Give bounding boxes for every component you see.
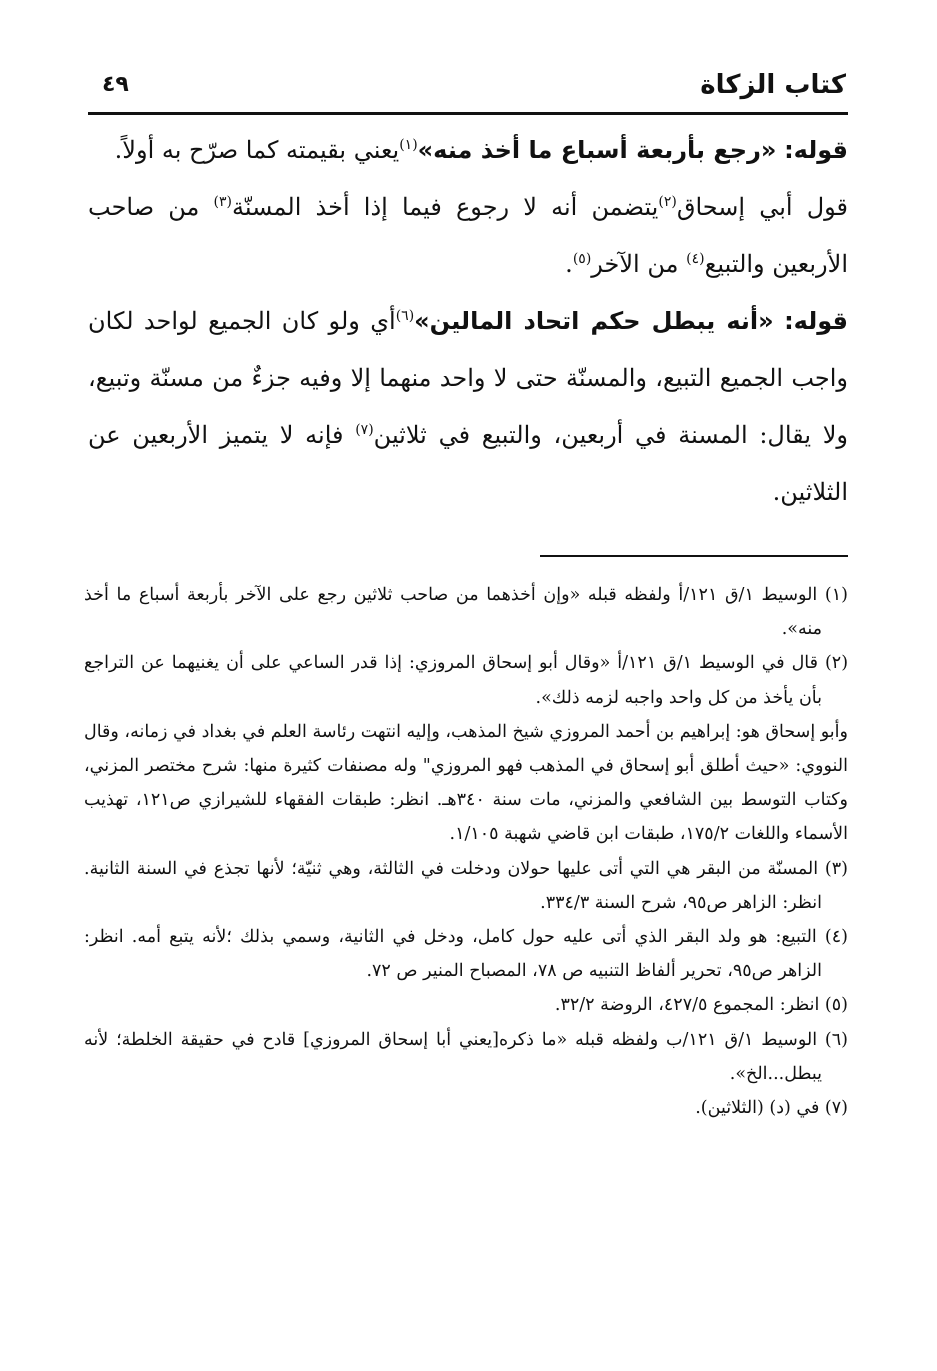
paragraph-2-quote: «أنه يبطل حكم اتحاد المالين» [414, 307, 774, 335]
footnote-2-continuation: وأبو إسحاق هو: إبراهيم بن أحمد المروزي شيخ المذهب، وإليه انتهت رئاسة العلم في بغداد في زمانه، وقال النووي: «حيث أطلق أبو إسحاق في المذهب فهو المروزي" وله مصنفات كثيرة منها: شرح مختصر المزني، وكتاب التوسط بين الشافعي والمزني، مات سنة ٣٤٠هـ. انظر: طبقات الفقهاء للشيرازي ص١٢١، تهذيب الأسماء واللغات ١٧٥/٢، طبقات ابن قاضي شهبة ١/١٠٥. [84, 721, 849, 845]
paragraph-1-label: قوله: [784, 136, 848, 164]
footnote-ref-1: (١) [399, 137, 418, 153]
paragraph-2-text-a: أي ولو كان الجميع لواحد لكان واجب الجميع التبيع، والمسنّة حتى لا واحد منهما إلا وفيه جزءٌ من مسنّة وتبيع، ولا يقال: المسنة في أربعين، والتبيع في ثلاثين [88, 307, 848, 449]
footnote-4: (٤) التبيع: هو ولد البقر الذي أتى عليه حول كامل، ودخل في الثانية، وسمي بذلك ؛لأنه يتبع أمه. انظر: الزاهر ص٩٥، تحرير ألفاظ التنبيه ص ٧٨، المصباح المنير ص ٧٢. [84, 927, 848, 982]
header-rule [88, 112, 848, 115]
footnote-ref-2: (٢) [658, 194, 677, 210]
footnote-7: (٧) في (د) (الثلاثين). [695, 1098, 848, 1119]
main-text [88, 122, 848, 521]
paragraph-1-quote: «رجع بأربعة أسباع ما أخذ منه» [417, 136, 777, 164]
paragraph-1-text-e: من الآخر [591, 250, 679, 278]
paragraph-1-text-d: من صاحب الأربعين والتبيع [88, 193, 848, 278]
paragraph-1-text-f: . [565, 250, 573, 278]
paragraph-1-text-b: قول أبي إسحاق [676, 193, 849, 221]
footnote-ref-6: (٦) [395, 308, 415, 324]
page-header [90, 68, 846, 108]
paragraph-1-text-c: يتضمن أنه لا رجوع فيما إذا أخذ المسنّة [232, 193, 659, 221]
running-title: كتاب الزكاة [700, 70, 846, 100]
footnote-2: (٢) قال في الوسيط ١/ق ١٢١/أ «وقال أبو إسحاق المروزي: إذا قدر الساعي على أن يغنيهما عن التراجع بأن يأخذ من كل واحد واجبه لزمه ذلك». [84, 653, 849, 708]
page-number: ٤٩ [102, 72, 129, 97]
footnote-1: (١) الوسيط ١/ق ١٢١/أ ولفظه قبله «وإن أخذهما من صاحب ثلاثين رجع على الآخر بأربعة أسباع ما أخذ منه». [84, 585, 848, 640]
paragraph-2-label: قوله: [784, 307, 848, 335]
paragraph-2 [88, 293, 848, 521]
footnotes [84, 578, 848, 1125]
paragraph-1 [88, 122, 848, 293]
footnote-separator [540, 555, 848, 557]
footnote-ref-5: (٥) [572, 251, 592, 267]
footnote-ref-3: (٣) [213, 194, 232, 210]
footnote-5: (٥) انظر: المجموع ٤٢٧/٥، الروضة ٣٢/٢. [554, 995, 848, 1016]
footnote-3: (٣) المسنّة من البقر هي التي أتى عليها حولان ودخلت في الثالثة، وهي ثنيّة؛ لأنها تجذع في السنة الثانية. انظر: الزاهر ص٩٥، شرح السنة ٣٣٤/٣. [84, 858, 848, 913]
paragraph-1-text-a: يعني بقيمته كما صرّح به أولاً. [114, 136, 400, 164]
footnote-6: (٦) الوسيط ١/ق ١٢١/ب ولفظه قبله «ما ذكره[يعني أبا إسحاق المروزي] قادح في حقيقة الخلطة؛ لأنه يبطل...الخ». [84, 1029, 848, 1084]
footnote-ref-7: (٧) [355, 422, 374, 438]
footnote-ref-4: (٤) [686, 251, 705, 267]
paragraph-2-text-b: فإنه لا يتميز الأربعين عن الثلاثين. [88, 421, 848, 506]
